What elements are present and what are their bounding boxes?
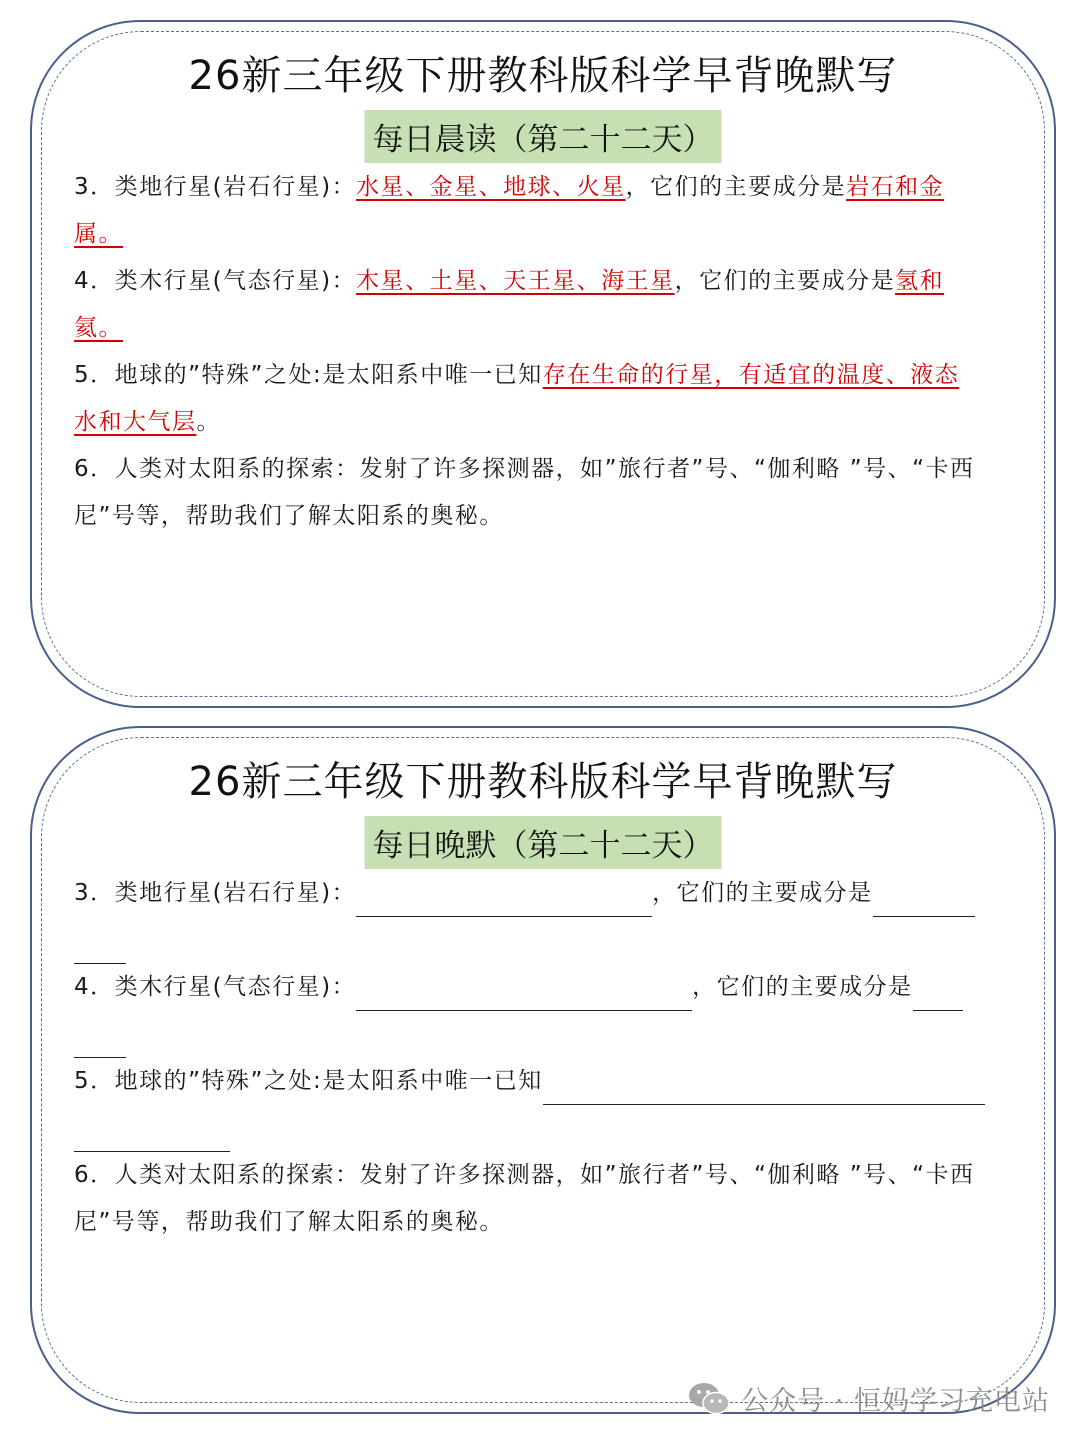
answer-blank[interactable]: [356, 977, 692, 1011]
answer-blank[interactable]: [356, 883, 652, 917]
answer-blank[interactable]: [74, 1024, 126, 1058]
answer-text: 水星、金星、地球、火星: [356, 174, 626, 200]
evening-item-6: 6．人类对太阳系的探索：发射了许多探测器，如”旅行者”号、“伽利略 ”号、“卡西尼”号等，帮助我们了解太阳系的奥秘。: [74, 1162, 975, 1235]
evening-item-5: 5．地球的”特殊”之处:是太阳系中唯一已知: [74, 1058, 1014, 1152]
evening-content: [74, 870, 1014, 1246]
answer-text: 氦。: [74, 315, 123, 341]
watermark-text: 公众号 · 恒妈学习充电站: [741, 1386, 1050, 1417]
answer-blank[interactable]: [74, 930, 126, 964]
answer-blank[interactable]: [74, 1118, 230, 1152]
answer-blank[interactable]: [913, 977, 963, 1011]
evening-item-3: 3．类地行星(岩石行星)： ，它们的主要成分是: [74, 870, 1014, 964]
answer-blank[interactable]: [543, 1071, 985, 1105]
evening-title: 26新三年级下册教科版科学早背晚默写: [188, 759, 898, 805]
morning-content: [74, 164, 1014, 540]
answer-text: 水和大气层: [74, 409, 197, 435]
wechat-icon: [687, 1381, 731, 1417]
evening-card: [30, 726, 1056, 1414]
morning-item-4: 4．类木行星(气态行星)：木星、土星、天王星、海王星，它们的主要成分是氢和 氦。: [74, 268, 945, 341]
answer-text: 岩石和金: [846, 174, 945, 200]
morning-item-3: 3．类地行星(岩石行星)：水星、金星、地球、火星，它们的主要成分是岩石和金 属。: [74, 174, 945, 247]
answer-blank[interactable]: [873, 883, 975, 917]
evening-subtitle: 每日晚默（第二十二天）: [365, 816, 722, 869]
answer-text: 木星、土星、天王星、海王星: [356, 268, 675, 294]
morning-title: 26新三年级下册教科版科学早背晚默写: [188, 53, 898, 99]
morning-card: [30, 20, 1056, 708]
evening-item-4: 4．类木行星(气态行星)： ，它们的主要成分是: [74, 964, 1014, 1058]
morning-item-5: 5．地球的”特殊”之处:是太阳系中唯一已知存在生命的行星，有适宜的温度、液态 水和大气层。: [74, 362, 960, 435]
answer-text: 属。: [74, 221, 123, 247]
answer-text: 存在生命的行星，有适宜的温度、液态: [542, 362, 960, 388]
morning-item-6: 6．人类对太阳系的探索：发射了许多探测器，如”旅行者”号、“伽利略 ”号、“卡西尼”号等，帮助我们了解太阳系的奥秘。: [74, 456, 975, 529]
morning-subtitle: 每日晨读（第二十二天）: [365, 110, 722, 163]
answer-text: 氢和: [895, 268, 945, 294]
watermark: [687, 1379, 1050, 1418]
